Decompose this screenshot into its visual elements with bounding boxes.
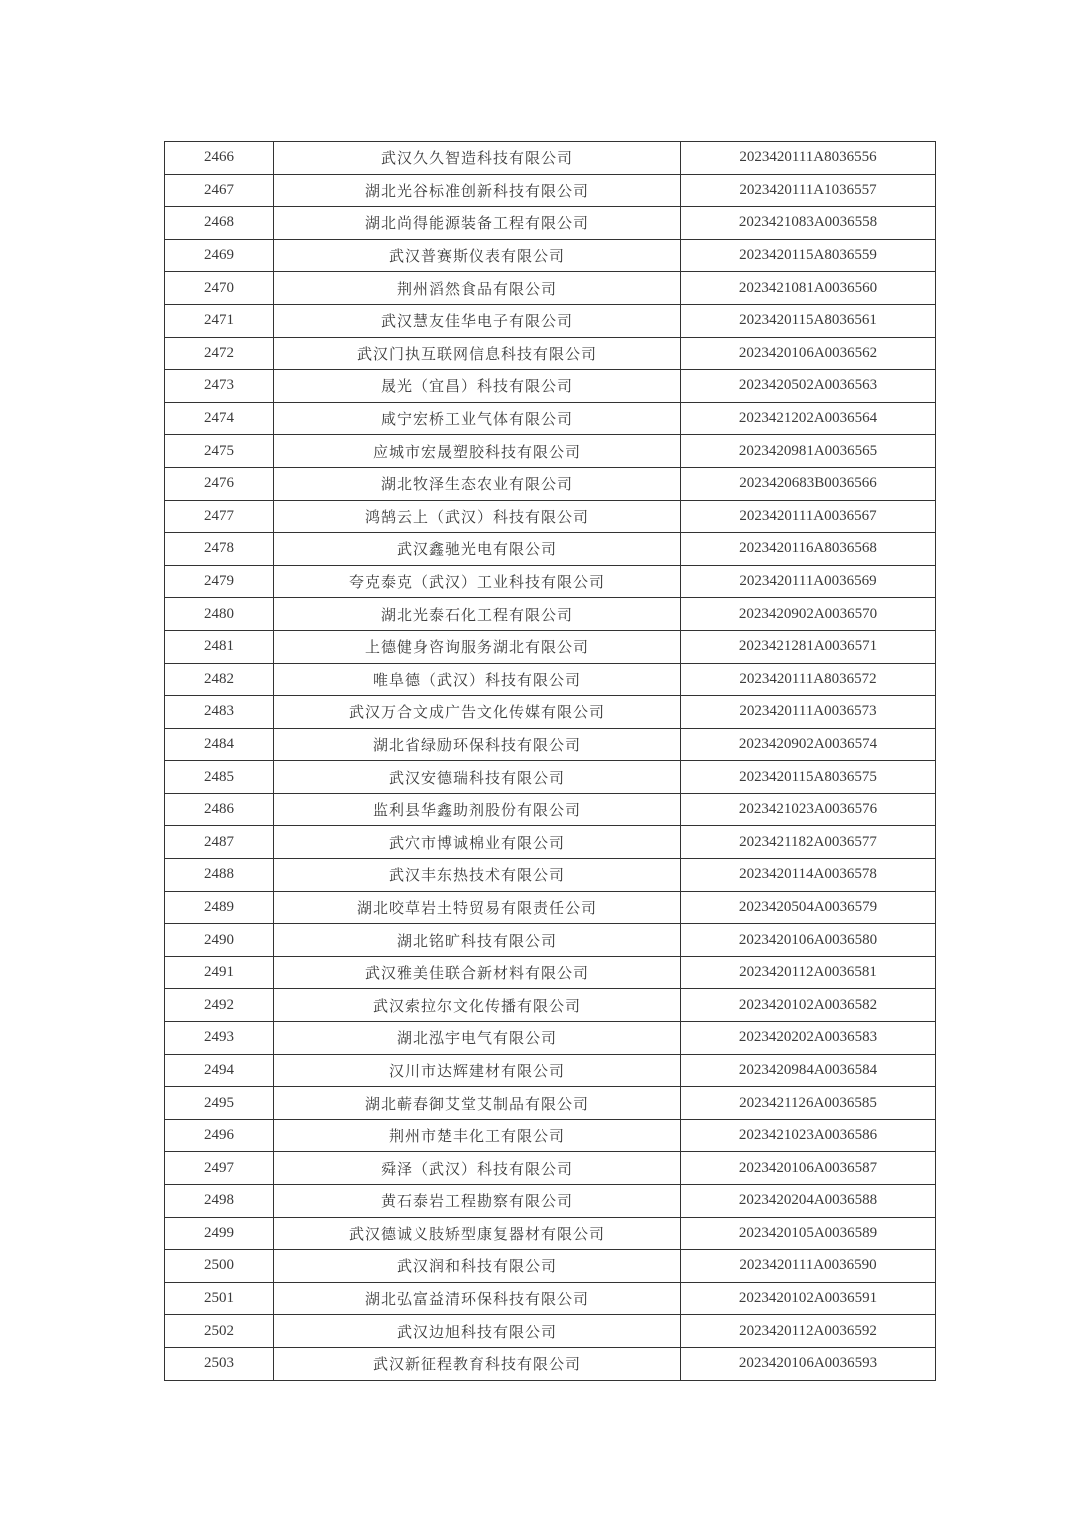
row-number-cell: 2485 <box>165 761 274 794</box>
registration-code-cell: 2023420502A0036563 <box>681 370 936 403</box>
registration-code-cell: 2023420111A8036556 <box>681 142 936 175</box>
company-name-cell: 咸宁宏桥工业气体有限公司 <box>274 402 681 435</box>
table-row <box>165 337 936 370</box>
row-number-cell: 2502 <box>165 1315 274 1348</box>
registration-code-cell: 2023421182A0036577 <box>681 826 936 859</box>
row-number-cell: 2496 <box>165 1119 274 1152</box>
registration-code-cell: 2023420984A0036584 <box>681 1054 936 1087</box>
registration-code-cell: 2023420902A0036570 <box>681 598 936 631</box>
company-name-cell: 荆州市楚丰化工有限公司 <box>274 1119 681 1152</box>
registration-code-cell: 2023420106A0036593 <box>681 1347 936 1380</box>
row-number-cell: 2487 <box>165 826 274 859</box>
company-name-cell: 湖北省绿励环保科技有限公司 <box>274 728 681 761</box>
company-name-cell: 湖北铭旷科技有限公司 <box>274 924 681 957</box>
table-row <box>165 630 936 663</box>
company-name-cell: 夸克泰克（武汉）工业科技有限公司 <box>274 565 681 598</box>
company-name-cell: 湖北蕲春御艾堂艾制品有限公司 <box>274 1087 681 1120</box>
company-name-cell: 唯阜德（武汉）科技有限公司 <box>274 663 681 696</box>
table-row <box>165 663 936 696</box>
company-name-cell: 汉川市达辉建材有限公司 <box>274 1054 681 1087</box>
registration-code-cell: 2023420112A0036581 <box>681 956 936 989</box>
table-row <box>165 859 936 892</box>
company-name-cell: 湖北泓宇电气有限公司 <box>274 1022 681 1055</box>
row-number-cell: 2478 <box>165 533 274 566</box>
row-number-cell: 2466 <box>165 142 274 175</box>
registration-code-cell: 2023420111A1036557 <box>681 174 936 207</box>
registration-code-cell: 2023420902A0036574 <box>681 728 936 761</box>
row-number-cell: 2484 <box>165 728 274 761</box>
company-name-cell: 武汉丰东热技术有限公司 <box>274 859 681 892</box>
company-registry-table <box>164 141 936 1381</box>
row-number-cell: 2474 <box>165 402 274 435</box>
company-name-cell: 武汉鑫驰光电有限公司 <box>274 533 681 566</box>
registration-code-cell: 2023421083A0036558 <box>681 207 936 240</box>
registration-code-cell: 2023420115A8036575 <box>681 761 936 794</box>
company-name-cell: 监利县华鑫助剂股份有限公司 <box>274 793 681 826</box>
row-number-cell: 2475 <box>165 435 274 468</box>
table-row <box>165 1250 936 1283</box>
registration-code-cell: 2023420111A8036572 <box>681 663 936 696</box>
row-number-cell: 2468 <box>165 207 274 240</box>
table-row <box>165 467 936 500</box>
row-number-cell: 2486 <box>165 793 274 826</box>
row-number-cell: 2470 <box>165 272 274 305</box>
row-number-cell: 2503 <box>165 1347 274 1380</box>
company-name-cell: 湖北弘富益清环保科技有限公司 <box>274 1282 681 1315</box>
registration-code-cell: 2023420111A0036573 <box>681 696 936 729</box>
company-name-cell: 武汉万合文成广告文化传媒有限公司 <box>274 696 681 729</box>
row-number-cell: 2477 <box>165 500 274 533</box>
table-row <box>165 1282 936 1315</box>
row-number-cell: 2490 <box>165 924 274 957</box>
company-name-cell: 武汉索拉尔文化传播有限公司 <box>274 989 681 1022</box>
company-name-cell: 湖北尚得能源装备工程有限公司 <box>274 207 681 240</box>
table-row <box>165 696 936 729</box>
row-number-cell: 2473 <box>165 370 274 403</box>
table-row <box>165 989 936 1022</box>
table-row <box>165 142 936 175</box>
table-row <box>165 1315 936 1348</box>
row-number-cell: 2467 <box>165 174 274 207</box>
registration-code-cell: 2023420204A0036588 <box>681 1185 936 1218</box>
row-number-cell: 2495 <box>165 1087 274 1120</box>
registration-code-cell: 2023420115A8036559 <box>681 239 936 272</box>
registration-code-cell: 2023420106A0036587 <box>681 1152 936 1185</box>
row-number-cell: 2480 <box>165 598 274 631</box>
company-name-cell: 武汉雅美佳联合新材料有限公司 <box>274 956 681 989</box>
company-name-cell: 武汉新征程教育科技有限公司 <box>274 1347 681 1380</box>
row-number-cell: 2500 <box>165 1250 274 1283</box>
table-row <box>165 174 936 207</box>
table-row <box>165 370 936 403</box>
row-number-cell: 2479 <box>165 565 274 598</box>
company-name-cell: 晟光（宜昌）科技有限公司 <box>274 370 681 403</box>
registration-code-cell: 2023420683B0036566 <box>681 467 936 500</box>
row-number-cell: 2498 <box>165 1185 274 1218</box>
table-row <box>165 793 936 826</box>
table-row <box>165 1054 936 1087</box>
table-row <box>165 1087 936 1120</box>
table-row <box>165 761 936 794</box>
row-number-cell: 2499 <box>165 1217 274 1250</box>
table-body <box>165 142 936 1381</box>
row-number-cell: 2497 <box>165 1152 274 1185</box>
registration-code-cell: 2023421126A0036585 <box>681 1087 936 1120</box>
row-number-cell: 2476 <box>165 467 274 500</box>
registration-code-cell: 2023420105A0036589 <box>681 1217 936 1250</box>
registration-code-cell: 2023421202A0036564 <box>681 402 936 435</box>
registration-code-cell: 2023420111A0036567 <box>681 500 936 533</box>
company-name-cell: 上德健身咨询服务湖北有限公司 <box>274 630 681 663</box>
company-name-cell: 湖北光泰石化工程有限公司 <box>274 598 681 631</box>
row-number-cell: 2481 <box>165 630 274 663</box>
company-name-cell: 舜泽（武汉）科技有限公司 <box>274 1152 681 1185</box>
table-row <box>165 304 936 337</box>
registration-code-cell: 2023420981A0036565 <box>681 435 936 468</box>
table-row <box>165 500 936 533</box>
company-name-cell: 武汉久久智造科技有限公司 <box>274 142 681 175</box>
row-number-cell: 2493 <box>165 1022 274 1055</box>
registration-code-cell: 2023420112A0036592 <box>681 1315 936 1348</box>
company-name-cell: 武汉润和科技有限公司 <box>274 1250 681 1283</box>
row-number-cell: 2501 <box>165 1282 274 1315</box>
registration-code-cell: 2023421281A0036571 <box>681 630 936 663</box>
company-name-cell: 武汉普赛斯仪表有限公司 <box>274 239 681 272</box>
company-name-cell: 湖北咬草岩土特贸易有限责任公司 <box>274 891 681 924</box>
table-row <box>165 239 936 272</box>
row-number-cell: 2489 <box>165 891 274 924</box>
table-row <box>165 565 936 598</box>
registration-code-cell: 2023420504A0036579 <box>681 891 936 924</box>
table-row <box>165 1119 936 1152</box>
registration-code-cell: 2023420202A0036583 <box>681 1022 936 1055</box>
company-name-cell: 鸿鹄云上（武汉）科技有限公司 <box>274 500 681 533</box>
company-name-cell: 黄石泰岩工程勘察有限公司 <box>274 1185 681 1218</box>
table-row <box>165 435 936 468</box>
table-row <box>165 207 936 240</box>
row-number-cell: 2492 <box>165 989 274 1022</box>
table-row <box>165 1217 936 1250</box>
row-number-cell: 2469 <box>165 239 274 272</box>
registration-code-cell: 2023420102A0036591 <box>681 1282 936 1315</box>
registration-code-cell: 2023420106A0036562 <box>681 337 936 370</box>
registration-code-cell: 2023420111A0036590 <box>681 1250 936 1283</box>
table-row <box>165 1347 936 1380</box>
registration-code-cell: 2023420106A0036580 <box>681 924 936 957</box>
table-row <box>165 533 936 566</box>
row-number-cell: 2494 <box>165 1054 274 1087</box>
row-number-cell: 2471 <box>165 304 274 337</box>
registration-code-cell: 2023420111A0036569 <box>681 565 936 598</box>
company-name-cell: 湖北光谷标准创新科技有限公司 <box>274 174 681 207</box>
table-row <box>165 1152 936 1185</box>
company-name-cell: 武汉边旭科技有限公司 <box>274 1315 681 1348</box>
company-name-cell: 荆州滔然食品有限公司 <box>274 272 681 305</box>
table-row <box>165 956 936 989</box>
company-name-cell: 湖北牧泽生态农业有限公司 <box>274 467 681 500</box>
row-number-cell: 2472 <box>165 337 274 370</box>
row-number-cell: 2483 <box>165 696 274 729</box>
company-name-cell: 武穴市博诚棉业有限公司 <box>274 826 681 859</box>
company-name-cell: 武汉慧友佳华电子有限公司 <box>274 304 681 337</box>
company-name-cell: 应城市宏晟塑胶科技有限公司 <box>274 435 681 468</box>
registration-code-cell: 2023421023A0036576 <box>681 793 936 826</box>
table-row <box>165 402 936 435</box>
company-name-cell: 武汉德诚义肢矫型康复器材有限公司 <box>274 1217 681 1250</box>
table-row <box>165 272 936 305</box>
table-row <box>165 924 936 957</box>
table-row <box>165 1185 936 1218</box>
registration-code-cell: 2023420114A0036578 <box>681 859 936 892</box>
registration-code-cell: 2023420102A0036582 <box>681 989 936 1022</box>
row-number-cell: 2491 <box>165 956 274 989</box>
registration-code-cell: 2023421081A0036560 <box>681 272 936 305</box>
company-name-cell: 武汉门执互联网信息科技有限公司 <box>274 337 681 370</box>
registration-code-cell: 2023420116A8036568 <box>681 533 936 566</box>
table-row <box>165 891 936 924</box>
registration-code-cell: 2023421023A0036586 <box>681 1119 936 1152</box>
registration-code-cell: 2023420115A8036561 <box>681 304 936 337</box>
table-row <box>165 728 936 761</box>
table-row <box>165 826 936 859</box>
row-number-cell: 2482 <box>165 663 274 696</box>
table-row <box>165 1022 936 1055</box>
table-row <box>165 598 936 631</box>
company-name-cell: 武汉安德瑞科技有限公司 <box>274 761 681 794</box>
row-number-cell: 2488 <box>165 859 274 892</box>
